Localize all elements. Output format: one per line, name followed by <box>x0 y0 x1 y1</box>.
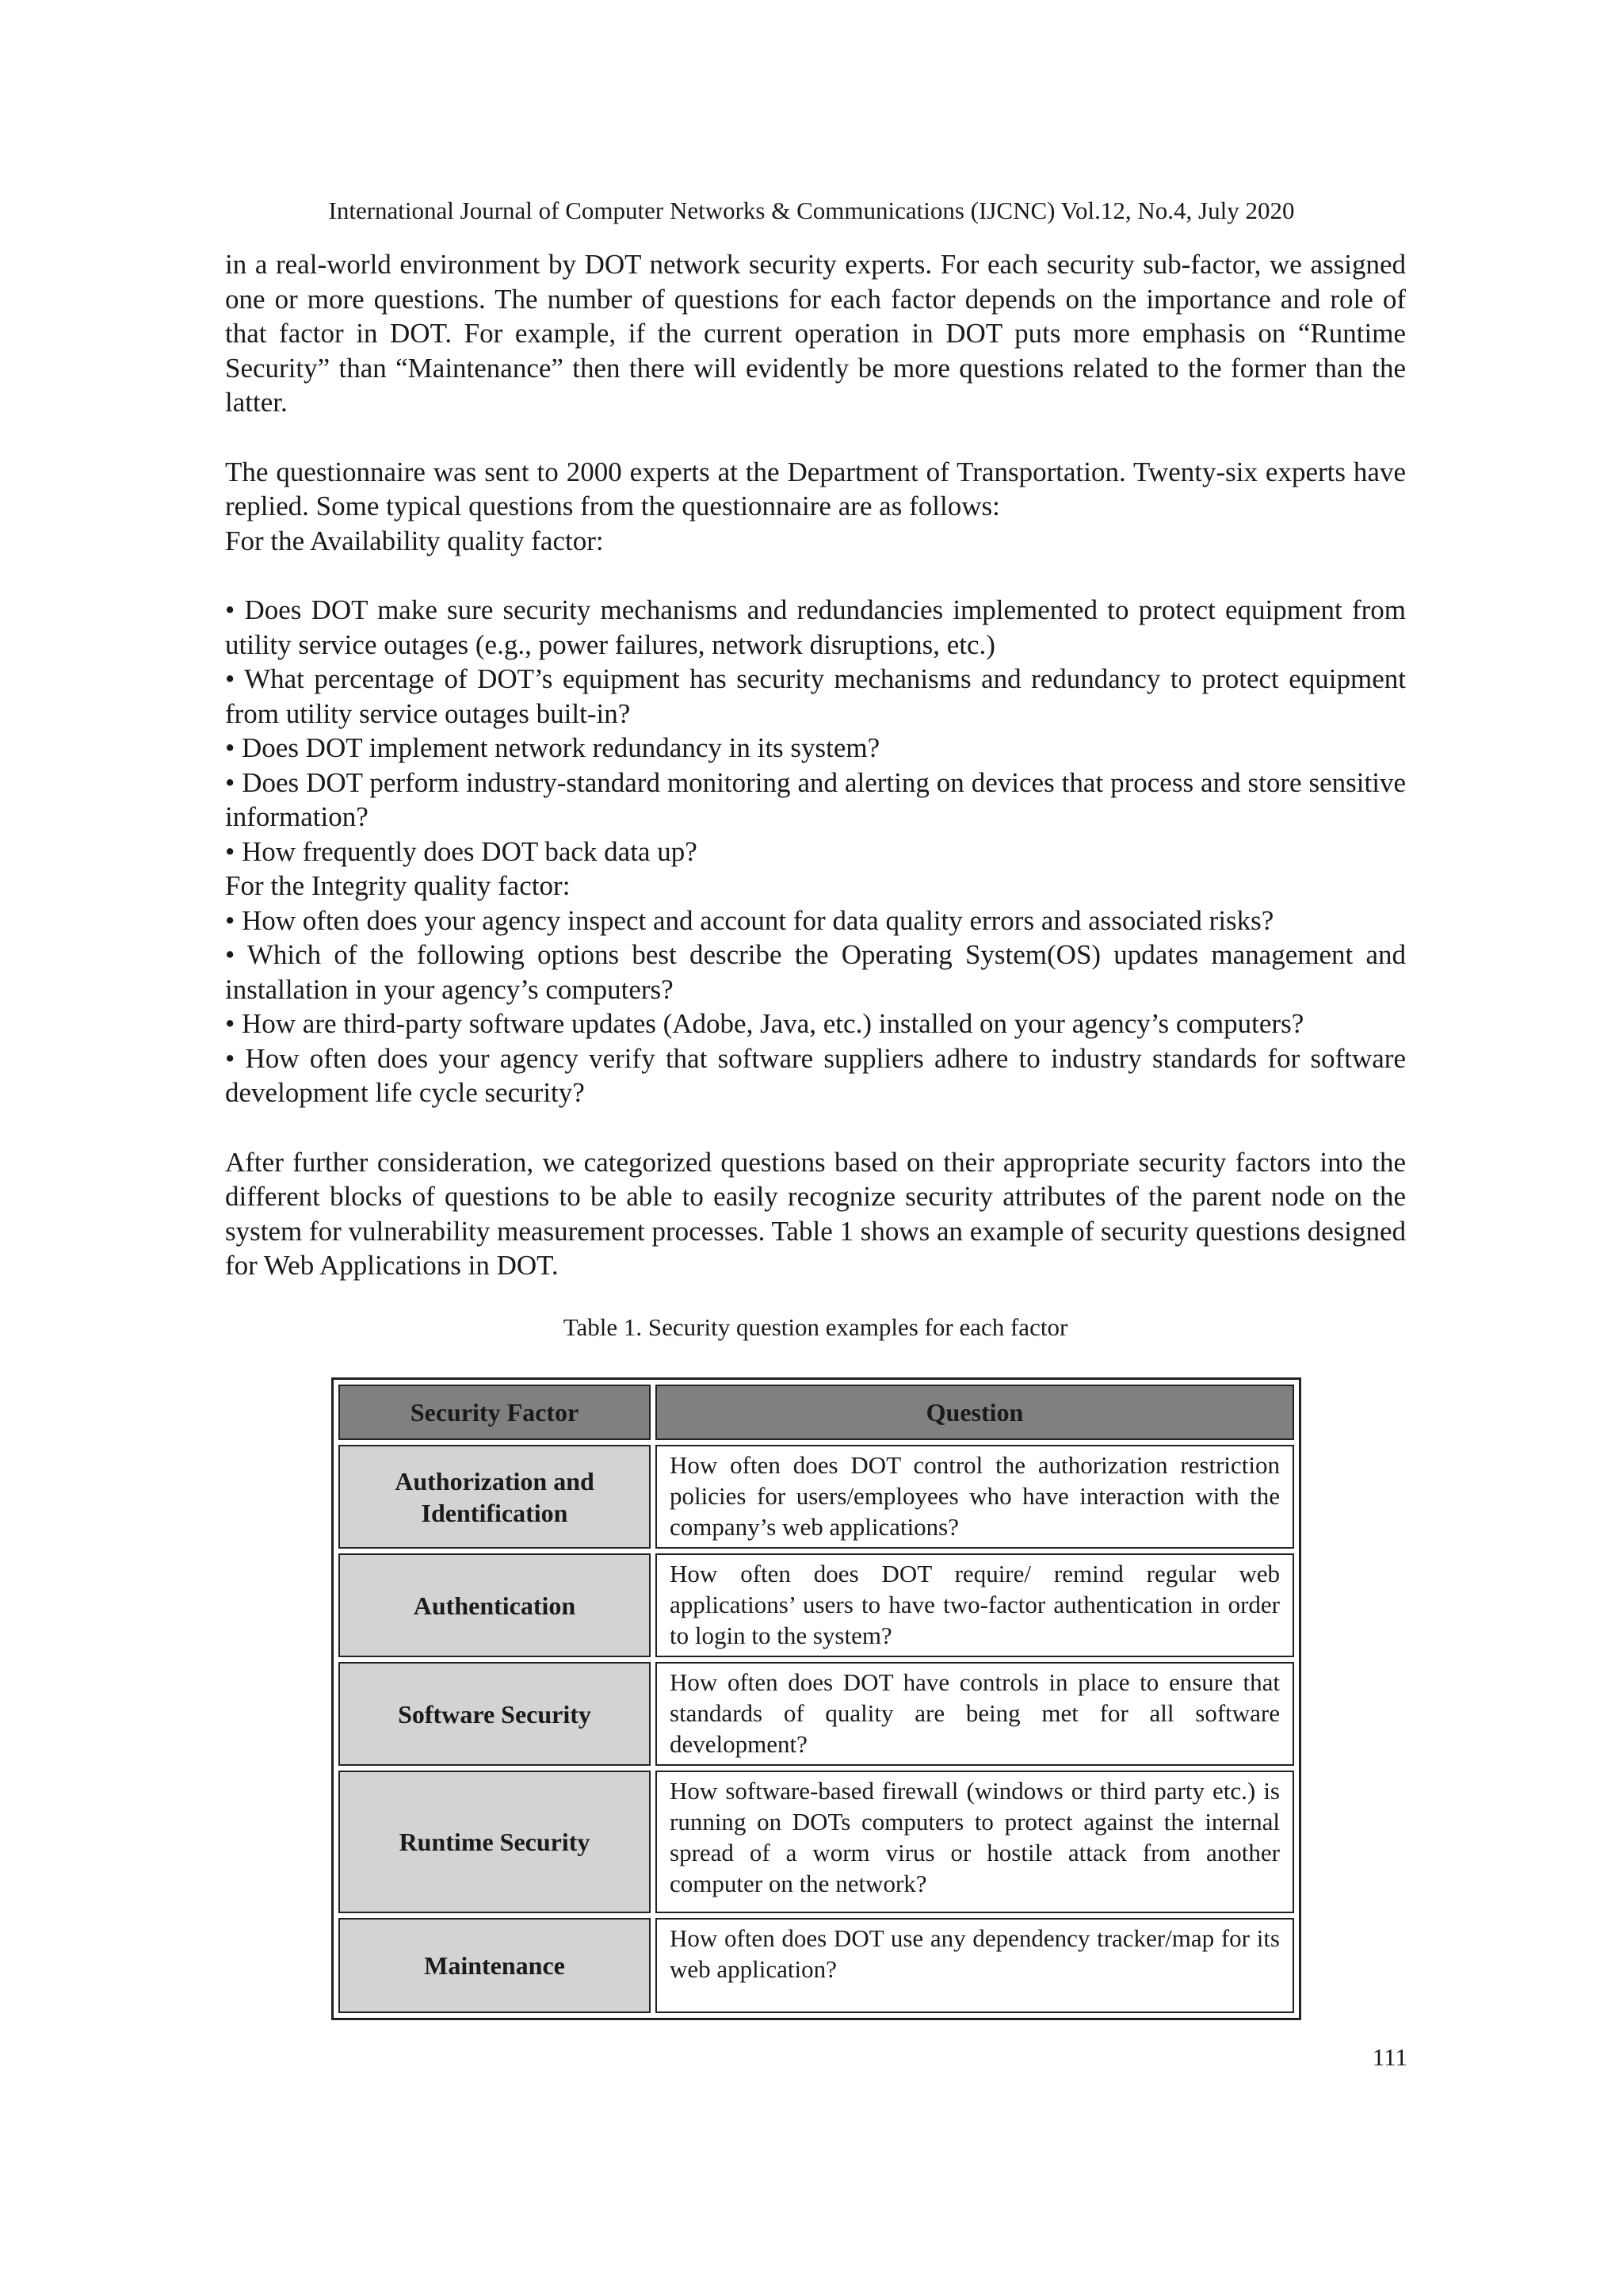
table-row <box>338 1445 1294 1549</box>
integrity-heading: For the Integrity quality factor: <box>225 870 571 901</box>
body-text <box>225 247 1406 1344</box>
page-number: 111 <box>1372 2043 1407 2071</box>
availability-heading: For the Availability quality factor: <box>225 525 604 556</box>
header-question: Question <box>655 1385 1294 1440</box>
security-question-table <box>331 1377 1301 2020</box>
availability-bullet: • Does DOT make sure security mechanisms and redundancies implemented to protect equipment from utility service outages (e.g., power failures, network disruptions, etc.) <box>225 594 1406 660</box>
table-row <box>338 1662 1294 1766</box>
paragraph-1: in a real-world environment by DOT network security experts. For each security sub-factor, we assigned one or more questions. The number of questions for each factor depends on the importance and role of that factor in DOT. For example, if the current operation in DOT puts more emphasis on “Runtime Security” than “Maintenance” then there will evidently be more questions related to the former than the latter. <box>225 249 1406 418</box>
availability-bullet: • Does DOT implement network redundancy in its system? <box>225 732 880 763</box>
paragraph-2: The questionnaire was sent to 2000 experts at the Department of Transportation. Twenty-six experts have replied. Some typical questions from the questionnaire are as follows: <box>225 456 1406 521</box>
factor-cell: Authentication <box>338 1553 651 1657</box>
table-row <box>338 1771 1294 1913</box>
question-cell: How often does DOT have controls in place to ensure that standards of quality are being met for all software development? <box>655 1662 1294 1766</box>
integrity-bullet: • How are third-party software updates (Adobe, Java, etc.) installed on your agency’s computers? <box>225 1008 1304 1039</box>
paragraph-3: After further consideration, we categorized questions based on their appropriate security factors into the different blocks of questions to be able to easily recognize security attributes of the parent node on the system for vulnerability measurement processes. Table 1 shows an example of security questions designed for Web Applications in DOT. <box>225 1146 1406 1281</box>
availability-bullet: • Does DOT perform industry-standard monitoring and alerting on devices that process and store sensitive information? <box>225 766 1406 832</box>
availability-bullet: • What percentage of DOT’s equipment has security mechanisms and redundancy to protect equipment from utility service outages built-in? <box>225 663 1406 729</box>
factor-cell: Maintenance <box>338 1918 651 2013</box>
question-cell: How software-based firewall (windows or third party etc.) is running on DOTs computers to protect against the internal spread of a worm virus or hostile attack from another computer on the network? <box>655 1771 1294 1913</box>
question-cell: How often does DOT use any dependency tracker/map for its web application? <box>655 1918 1294 2013</box>
integrity-bullet: • How often does your agency inspect and account for data quality errors and associated risks? <box>225 904 1274 936</box>
factor-cell: Runtime Security <box>338 1771 651 1913</box>
table-row <box>338 1553 1294 1657</box>
factor-cell: Authorization and Identification <box>338 1445 651 1549</box>
integrity-bullet: • How often does your agency verify that software suppliers adhere to industry standards for software development life cycle security? <box>225 1042 1406 1108</box>
header-security-factor: Security Factor <box>338 1385 651 1440</box>
table-header-row <box>338 1385 1294 1440</box>
factor-cell: Software Security <box>338 1662 651 1766</box>
question-cell: How often does DOT require/ remind regular web applications’ users to have two-factor authentication in order to login to the system? <box>655 1553 1294 1657</box>
journal-header: International Journal of Computer Networks & Communications (IJCNC) Vol.12, No.4, July 2020 <box>328 197 1295 224</box>
table-caption: Table 1. Security question examples for each factor <box>563 1312 1068 1341</box>
availability-bullet: • How frequently does DOT back data up? <box>225 835 697 867</box>
integrity-bullet: • Which of the following options best describe the Operating System(OS) updates management and installation in your agency’s computers? <box>225 939 1406 1005</box>
question-cell: How often does DOT control the authorization restriction policies for users/employees who have interaction with the company’s web applications? <box>655 1445 1294 1549</box>
table-row <box>338 1918 1294 2013</box>
